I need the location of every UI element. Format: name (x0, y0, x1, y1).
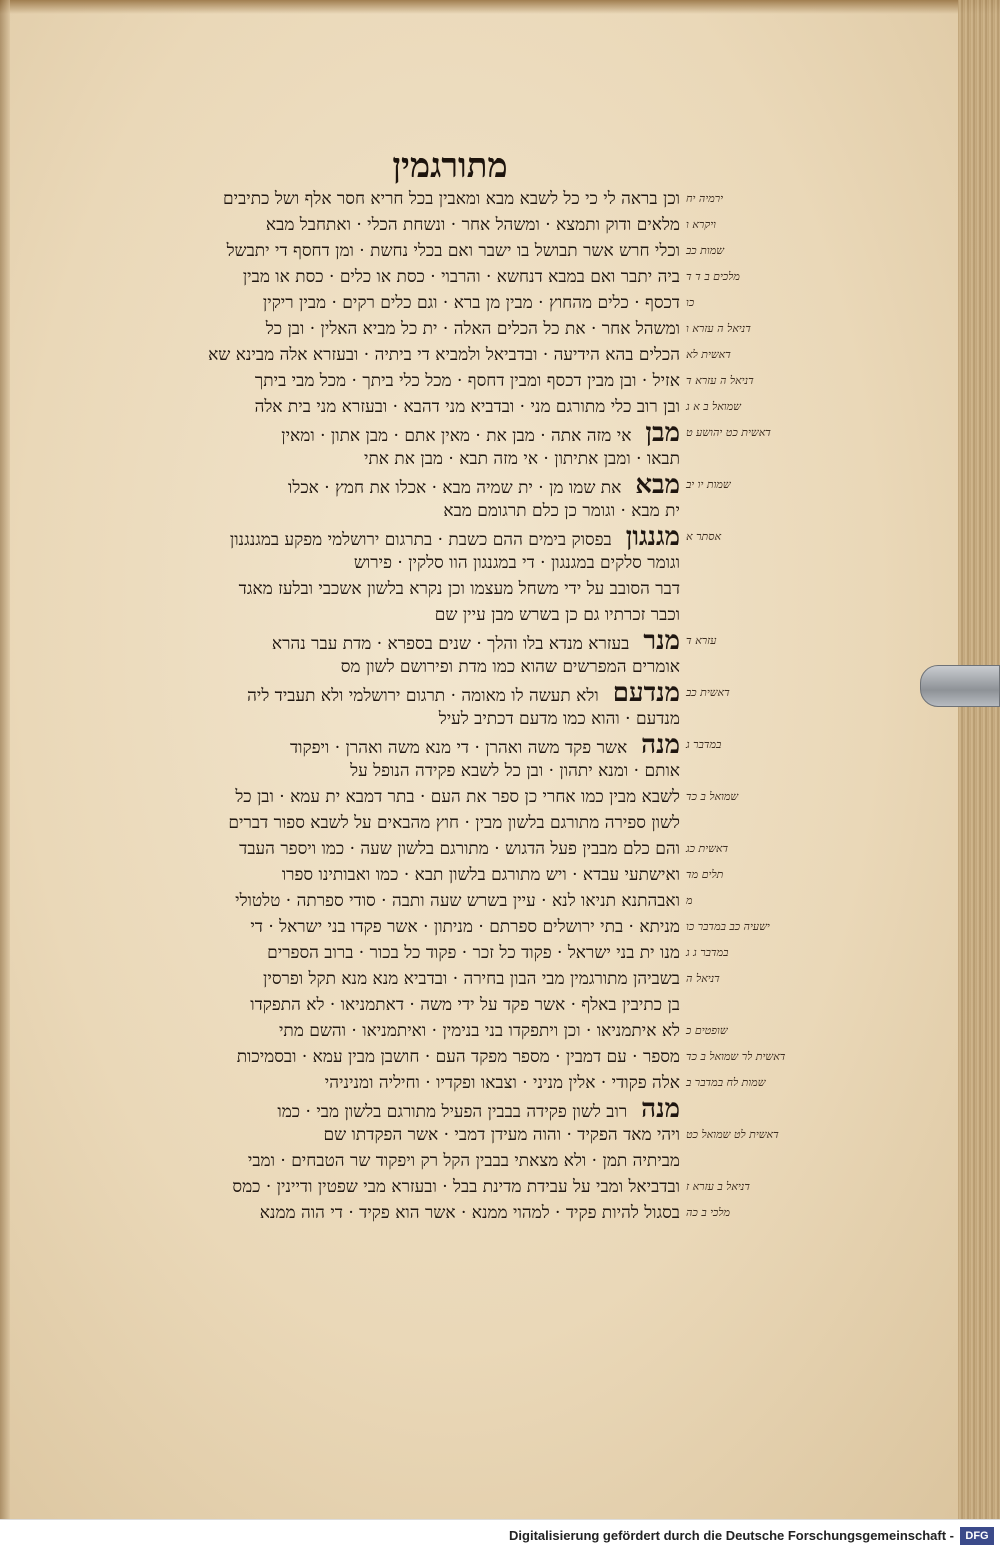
entry-headword: מנר (643, 628, 680, 654)
text-line (88, 238, 680, 264)
text-line (88, 1070, 680, 1096)
text-line (88, 758, 680, 784)
text-line (88, 394, 680, 420)
line-text: אומרים המפרשים שהוא כמו מדת ופירושם לשון מס (340, 657, 680, 677)
page-binding-edge (0, 0, 10, 1520)
line-text: מספר · עם דמבין · מספר מפקד העם · חושבן מבין עמא · ובסמיכות (236, 1047, 680, 1067)
margin-reference: דאשית כג (686, 842, 729, 855)
line-text: אותם · ומנא יתהון · ובן כל לשבא פקידה הנופל על (350, 761, 680, 781)
line-text: מלאים ודוק ותמצא · ומשהל אחר · ונשחת הכלי · ואתחבל מבא (265, 215, 680, 235)
line-text: תבאו · ומבן אתיתון · אי מזה תבא · מבן את אתי (363, 449, 680, 469)
line-text: בן כתיבין באלף · אשר פקד על ידי משה · דאתמניאו · לא התפקדו (250, 995, 680, 1015)
text-line (88, 1096, 680, 1122)
line-text: ומשהל אחר · את כל הכלים האלה · ית כל מביא האלין · ובן כל (265, 319, 680, 339)
text-line (88, 888, 680, 914)
entry-headword: מגנגון (625, 524, 680, 550)
entry-headword: מנדעם (612, 680, 680, 706)
line-text: וכן בראה לי כי כל לשבא מבא ומאבין בכל חריא חסר אלף ושל כתיבים (223, 189, 680, 209)
text-line (88, 576, 680, 602)
margin-reference: ישעיה כב במדבר כו (686, 920, 770, 933)
line-text: וכבר זכרתיו גם כן בשרש מבן עיין שם (434, 605, 680, 625)
entry-headword: מנה (641, 1096, 680, 1122)
text-line (88, 680, 680, 706)
text-line (88, 940, 680, 966)
page-heading: מתורגמין (392, 146, 508, 186)
text-line (88, 810, 680, 836)
margin-reference: מלכי ב כה (686, 1206, 731, 1219)
text-line (88, 1200, 680, 1226)
margin-reference: שמואל ב א ג (686, 400, 741, 413)
margin-reference: ויקרא ו (686, 218, 716, 231)
line-text: רוב לשון פקידה בבבין הפעיל מתורגם בלשון מבי · כמו (277, 1102, 628, 1122)
line-text: אזיל · ובן מבין דכסף ומבין דחסף · מכל כלי ביתך · מכל מבי ביתך (254, 371, 680, 391)
line-text: ובן רוב כלי מתורגם מני · ובדביא מני דהבא · ובעזרא מני בית אלה (254, 397, 680, 417)
entry-headword: מנה (641, 732, 680, 758)
text-line (88, 264, 680, 290)
line-text: ואבהתנא תניאו לנא · עיין בשרש שעה ותבה · סודי ספרתה · טלטולי (235, 891, 680, 911)
text-line (88, 1044, 680, 1070)
line-text: ויהי מאד הפקיד · והוה מעידן דמבי · אשר הפקדתו שם (323, 1125, 680, 1145)
margin-reference: שמות לח במדבר ב (686, 1076, 766, 1089)
line-text: ולא תעשה לו מאומה · תרגום ירושלמי ולא תעביד ליה (247, 686, 599, 706)
text-line (88, 446, 680, 472)
line-text: ואישתעי עבדא · ויש מתורגם בלשון תבא · כמו ואבותינו ספרו (281, 865, 680, 885)
entry-headword: מבן (645, 420, 680, 446)
text-line (88, 420, 680, 446)
margin-reference: אסתר א (686, 530, 722, 543)
margin-reference: שמואל ב כד (686, 790, 739, 803)
margin-reference: שמות יו יב (686, 478, 731, 491)
line-text: לא איתמניאו · וכן ויתפקדו בני בנימין · ואיתמניאו · והשם מתי (278, 1021, 680, 1041)
text-line (88, 784, 680, 810)
line-text: ביה יתבר ואם במבא דנחשא · והרבוי · כסת או כלים · כסת או מבין (242, 267, 680, 287)
line-text: בשביהן מתורגמין מבי הבון בחירה · ובדביא מנא מנא תקל ופרסין (263, 969, 680, 989)
margin-reference: עזרא ד (686, 634, 717, 647)
margin-reference: שמות כב (686, 244, 725, 257)
main-text-column (88, 186, 680, 1226)
text-line (88, 368, 680, 394)
page-fore-edge (958, 0, 1000, 1520)
funding-notice: Digitalisierung gefördert durch die Deutsche Forschungsgemeinschaft - (509, 1528, 954, 1543)
text-line (88, 1174, 680, 1200)
text-line (88, 732, 680, 758)
text-line (88, 1122, 680, 1148)
margin-reference: דאשית לא (686, 348, 731, 361)
text-line (88, 290, 680, 316)
line-text: דבר הסובב על ידי משחל מעצמו וכן נקרא בלשון אשכבי ובלעז מאגד (238, 579, 680, 599)
line-text: והם כלם מבבין פעל הדגוש · מתורגם בלשון שעה · כמו ויספר העבד (239, 839, 680, 859)
margin-reference: דניאל ה (686, 972, 720, 985)
margin-reference: דאשית כט יהושע ט (686, 426, 771, 439)
margin-reference: במדבר ג (686, 738, 722, 751)
margin-reference: מלכים ב ד ד (686, 270, 740, 283)
text-line (88, 1018, 680, 1044)
line-text: מנדעם · והוא כמו מדעם דכתיב לעיל (438, 709, 680, 729)
line-text: אי מזה אתה · מבן את · מאין אתם · מבן אתון · ומאין (281, 426, 632, 446)
text-line (88, 602, 680, 628)
line-text: וגומר סלקים במגנגון · די במגנגון הוו סלקין · פירוש (353, 553, 680, 573)
text-line (88, 342, 680, 368)
text-line (88, 992, 680, 1018)
line-text: את שמו מן · ית שמיה מבא · אכלו את חמץ · אכלו (288, 478, 622, 498)
text-line (88, 836, 680, 862)
line-text: אלה פקודי · אלין מניני · וצבאו ופקדיו · וחיליה ומניניהי (324, 1073, 680, 1093)
footer-bar (0, 1519, 1000, 1551)
text-line (88, 316, 680, 342)
margin-reference: דאשית לט שמואל כט (686, 1128, 779, 1141)
line-text: דכסף · כלים מהחוץ · מבין מן ברא · וגם כלים רקים · מבין ריקין (262, 293, 680, 313)
text-line (88, 212, 680, 238)
margin-reference: במדבר ג ג (686, 946, 729, 959)
page-top-edge (0, 0, 1000, 14)
line-text: מביתיה תמן · ולא מצאתי בבבין הקל רק ויפקוד שר הטבחים · ומבי (247, 1151, 680, 1171)
margin-reference: דאשית כב (686, 686, 730, 699)
text-line (88, 550, 680, 576)
margin-reference: שופטים כ (686, 1024, 728, 1037)
line-text: וכלי חרש אשר תבושל בו ישבר ואם בכלי נחשת · ומן דחסף די יתבשל (226, 241, 680, 261)
text-line (88, 524, 680, 550)
line-text: ובדביאל ומבי על עבידת מדינת בבל · ובעזרא מבי שפטין ודיינין · כמס (232, 1177, 680, 1197)
text-line (88, 472, 680, 498)
metal-clip (920, 665, 1000, 707)
text-line (88, 706, 680, 732)
text-line (88, 498, 680, 524)
margin-reference: דניאל ה עזרא ד (686, 374, 754, 387)
margin-reference: דניאל ב עזרא ז (686, 1180, 751, 1193)
text-line (88, 186, 680, 212)
text-line (88, 914, 680, 940)
line-text: לשון ספירה מתורגם בלשון מבין · חוץ מהבאים על לשבא ספור דברים (228, 813, 680, 833)
margin-reference: מ (686, 894, 693, 907)
text-line (88, 628, 680, 654)
line-text: בפסוק בימים ההם כשבת · בתרגום ירושלמי מפקע במגנגנון (229, 530, 612, 550)
line-text: ית מבא · וגומר כן כלם תרגומם מבא (443, 501, 680, 521)
margin-reference: דאשית לר שמואל ב כד (686, 1050, 786, 1063)
text-line (88, 1148, 680, 1174)
text-line (88, 862, 680, 888)
line-text: הכלים בהא הידיעה · ובדביאל ולמביא די ביתיה · ובעזרא אלה מבינא שא (208, 345, 680, 365)
line-text: מניתא · בתי ירושלים ספרתם · מניתון · אשר פקדו בני ישראל · די (250, 917, 680, 937)
dfg-logo: DFG (960, 1527, 994, 1545)
text-line (88, 654, 680, 680)
line-text: מנו ית בני ישראל · פקוד כל זכר · פקוד כל בכור · ברוב הספרים (267, 943, 680, 963)
entry-headword: מבא (635, 472, 680, 498)
text-line (88, 966, 680, 992)
line-text: לשבא מבין כמו אחרי כן ספר את העם · בתר דמבא ית עמא · ובן כל (235, 787, 680, 807)
margin-reference: כו (686, 296, 695, 309)
line-text: אשר פקד משה ואהרן · די מנא משה ואהרן · ויפקוד (289, 738, 628, 758)
margin-reference: דניאל ה עזרא ו (686, 322, 751, 335)
margin-reference: תלים מד (686, 868, 724, 881)
margin-reference: ירמיה יח (686, 192, 724, 205)
line-text: בסגול להיות פקיד · למהוי ממנא · אשר הוא פקיד · די הוה ממנא (259, 1203, 680, 1223)
line-text: בעזרא מנדא בלו והלך · שנים בספרא · מדת עבר נהרא (271, 634, 630, 654)
